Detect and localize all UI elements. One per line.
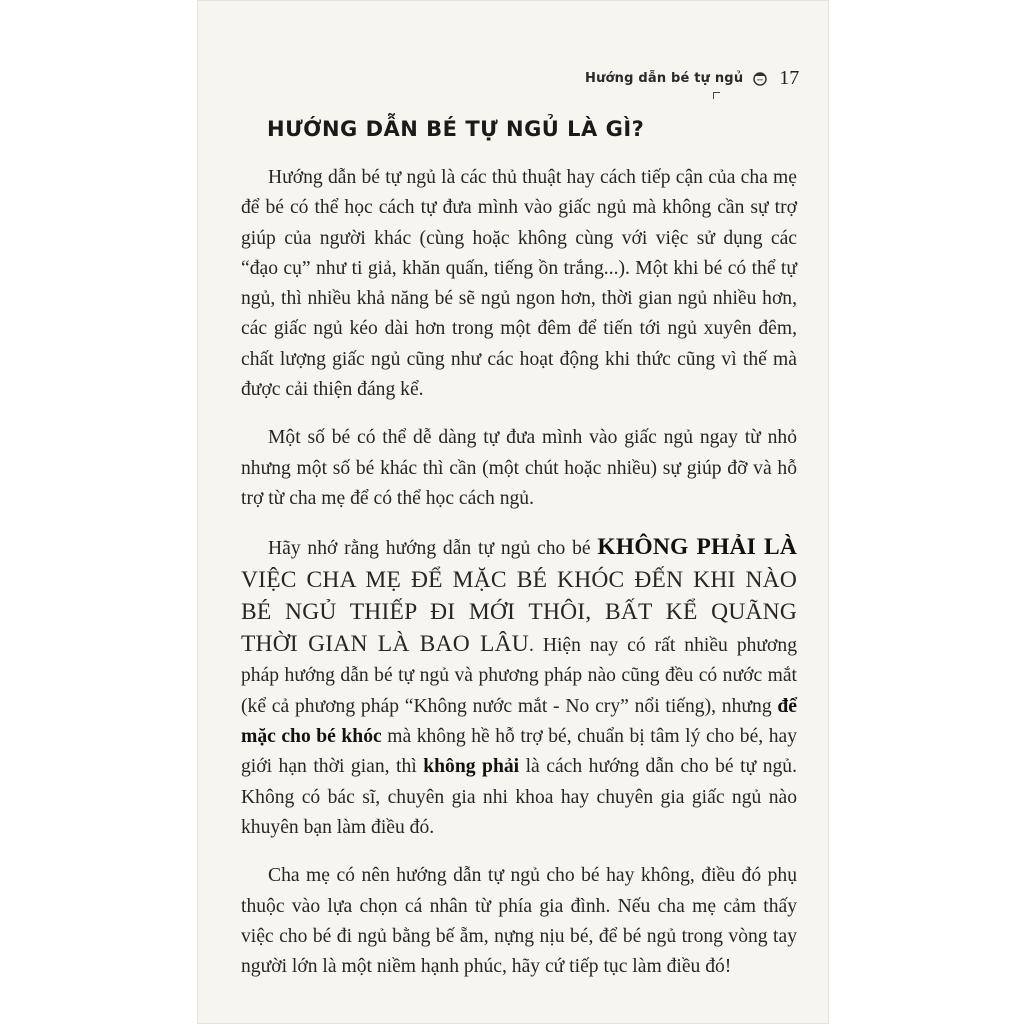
corner-mark [713, 92, 720, 99]
emphasis-de-mac-be-khoc: để mặc cho bé khóc [241, 695, 797, 748]
page-header [585, 64, 799, 92]
paragraph-3-part-a: Hãy nhớ rằng hướng dẫn tự ngủ cho bé [268, 538, 598, 560]
page-number: 17 [779, 66, 800, 89]
book-page [197, 0, 829, 1024]
sleeping-baby-icon [751, 69, 769, 87]
section-heading: HƯỚNG DẪN BÉ TỰ NGỦ LÀ GÌ? [267, 117, 645, 141]
paragraph-4: Cha mẹ có nên hướng dẫn tự ngủ cho bé hay không, điều đó phụ thuộc vào lựa chọn cá nhân từ phía gia đình. Nếu cha mẹ cảm thấy việc cho bé đi ngủ bằng bế ẵm, nựng nịu bé, để bé ngủ trong vòng tay người lớn là một niềm hạnh phúc, hãy cứ tiếp tục làm điều đó! [241, 865, 797, 978]
emphasis-khong-phai: không phải [423, 756, 520, 778]
paragraph-3 [241, 532, 797, 843]
paragraph-3-part-h: là cách hướng dẫn cho bé tự ngủ. Không có bác sĩ, chuyên gia nhi khoa hay chuyên gia giấc ngủ nào khuyên bạn làm điều đó. [241, 756, 797, 838]
body-text [241, 163, 797, 1000]
paragraph-2: Một số bé có thể dễ dàng tự đưa mình vào giấc ngủ ngay từ nhỏ nhưng một số bé khác thì cần (một chút hoặc nhiều) sự giúp đỡ và hỗ trợ từ cha mẹ để có thể học cách ngủ. [241, 427, 797, 509]
emphasis-caps-sentence: VIỆC CHA MẸ ĐỂ MẶC BÉ KHÓC ĐẾN KHI NÀO BÉ NGỦ THIẾP ĐI MỚI THÔI, BẤT KỂ QUÃNG THỜI GIAN LÀ BAO LÂU [241, 566, 797, 658]
running-title: Hướng dẫn bé tự ngủ [585, 70, 744, 86]
paragraph-3-part-d: . Hiện nay có rất nhiều phương pháp hướng dẫn bé tự ngủ và phương pháp nào cũng đều có nước mắt (kể cả phương pháp “Không nước mắt - No cry” nổi tiếng), nhưng [241, 635, 797, 717]
paragraph-3-part-f: mà không hề hỗ trợ bé, chuẩn bị tâm lý cho bé, hay giới hạn thời gian, thì [241, 726, 797, 778]
paragraph-1: Hướng dẫn bé tự ngủ là các thủ thuật hay cách tiếp cận của cha mẹ để bé có thể học cách tự đưa mình vào giấc ngủ mà không cần sự trợ giúp của người khác (cùng hoặc không cùng với việc sử dụng các “đạo cụ” như ti giả, khăn quấn, tiếng ồn trắng...). Một khi bé có thể tự ngủ, thì nhiều khả năng bé sẽ ngủ ngon hơn, thời gian ngủ nhiều hơn, các giấc ngủ kéo dài hơn trong một đêm để tiến tới ngủ xuyên đêm, chất lượng giấc ngủ cũng như các hoạt động khi thức cũng vì thế mà được cải thiện đáng kể. [241, 167, 797, 401]
emphasis-khong-phai-la: KHÔNG PHẢI LÀ [597, 534, 797, 561]
